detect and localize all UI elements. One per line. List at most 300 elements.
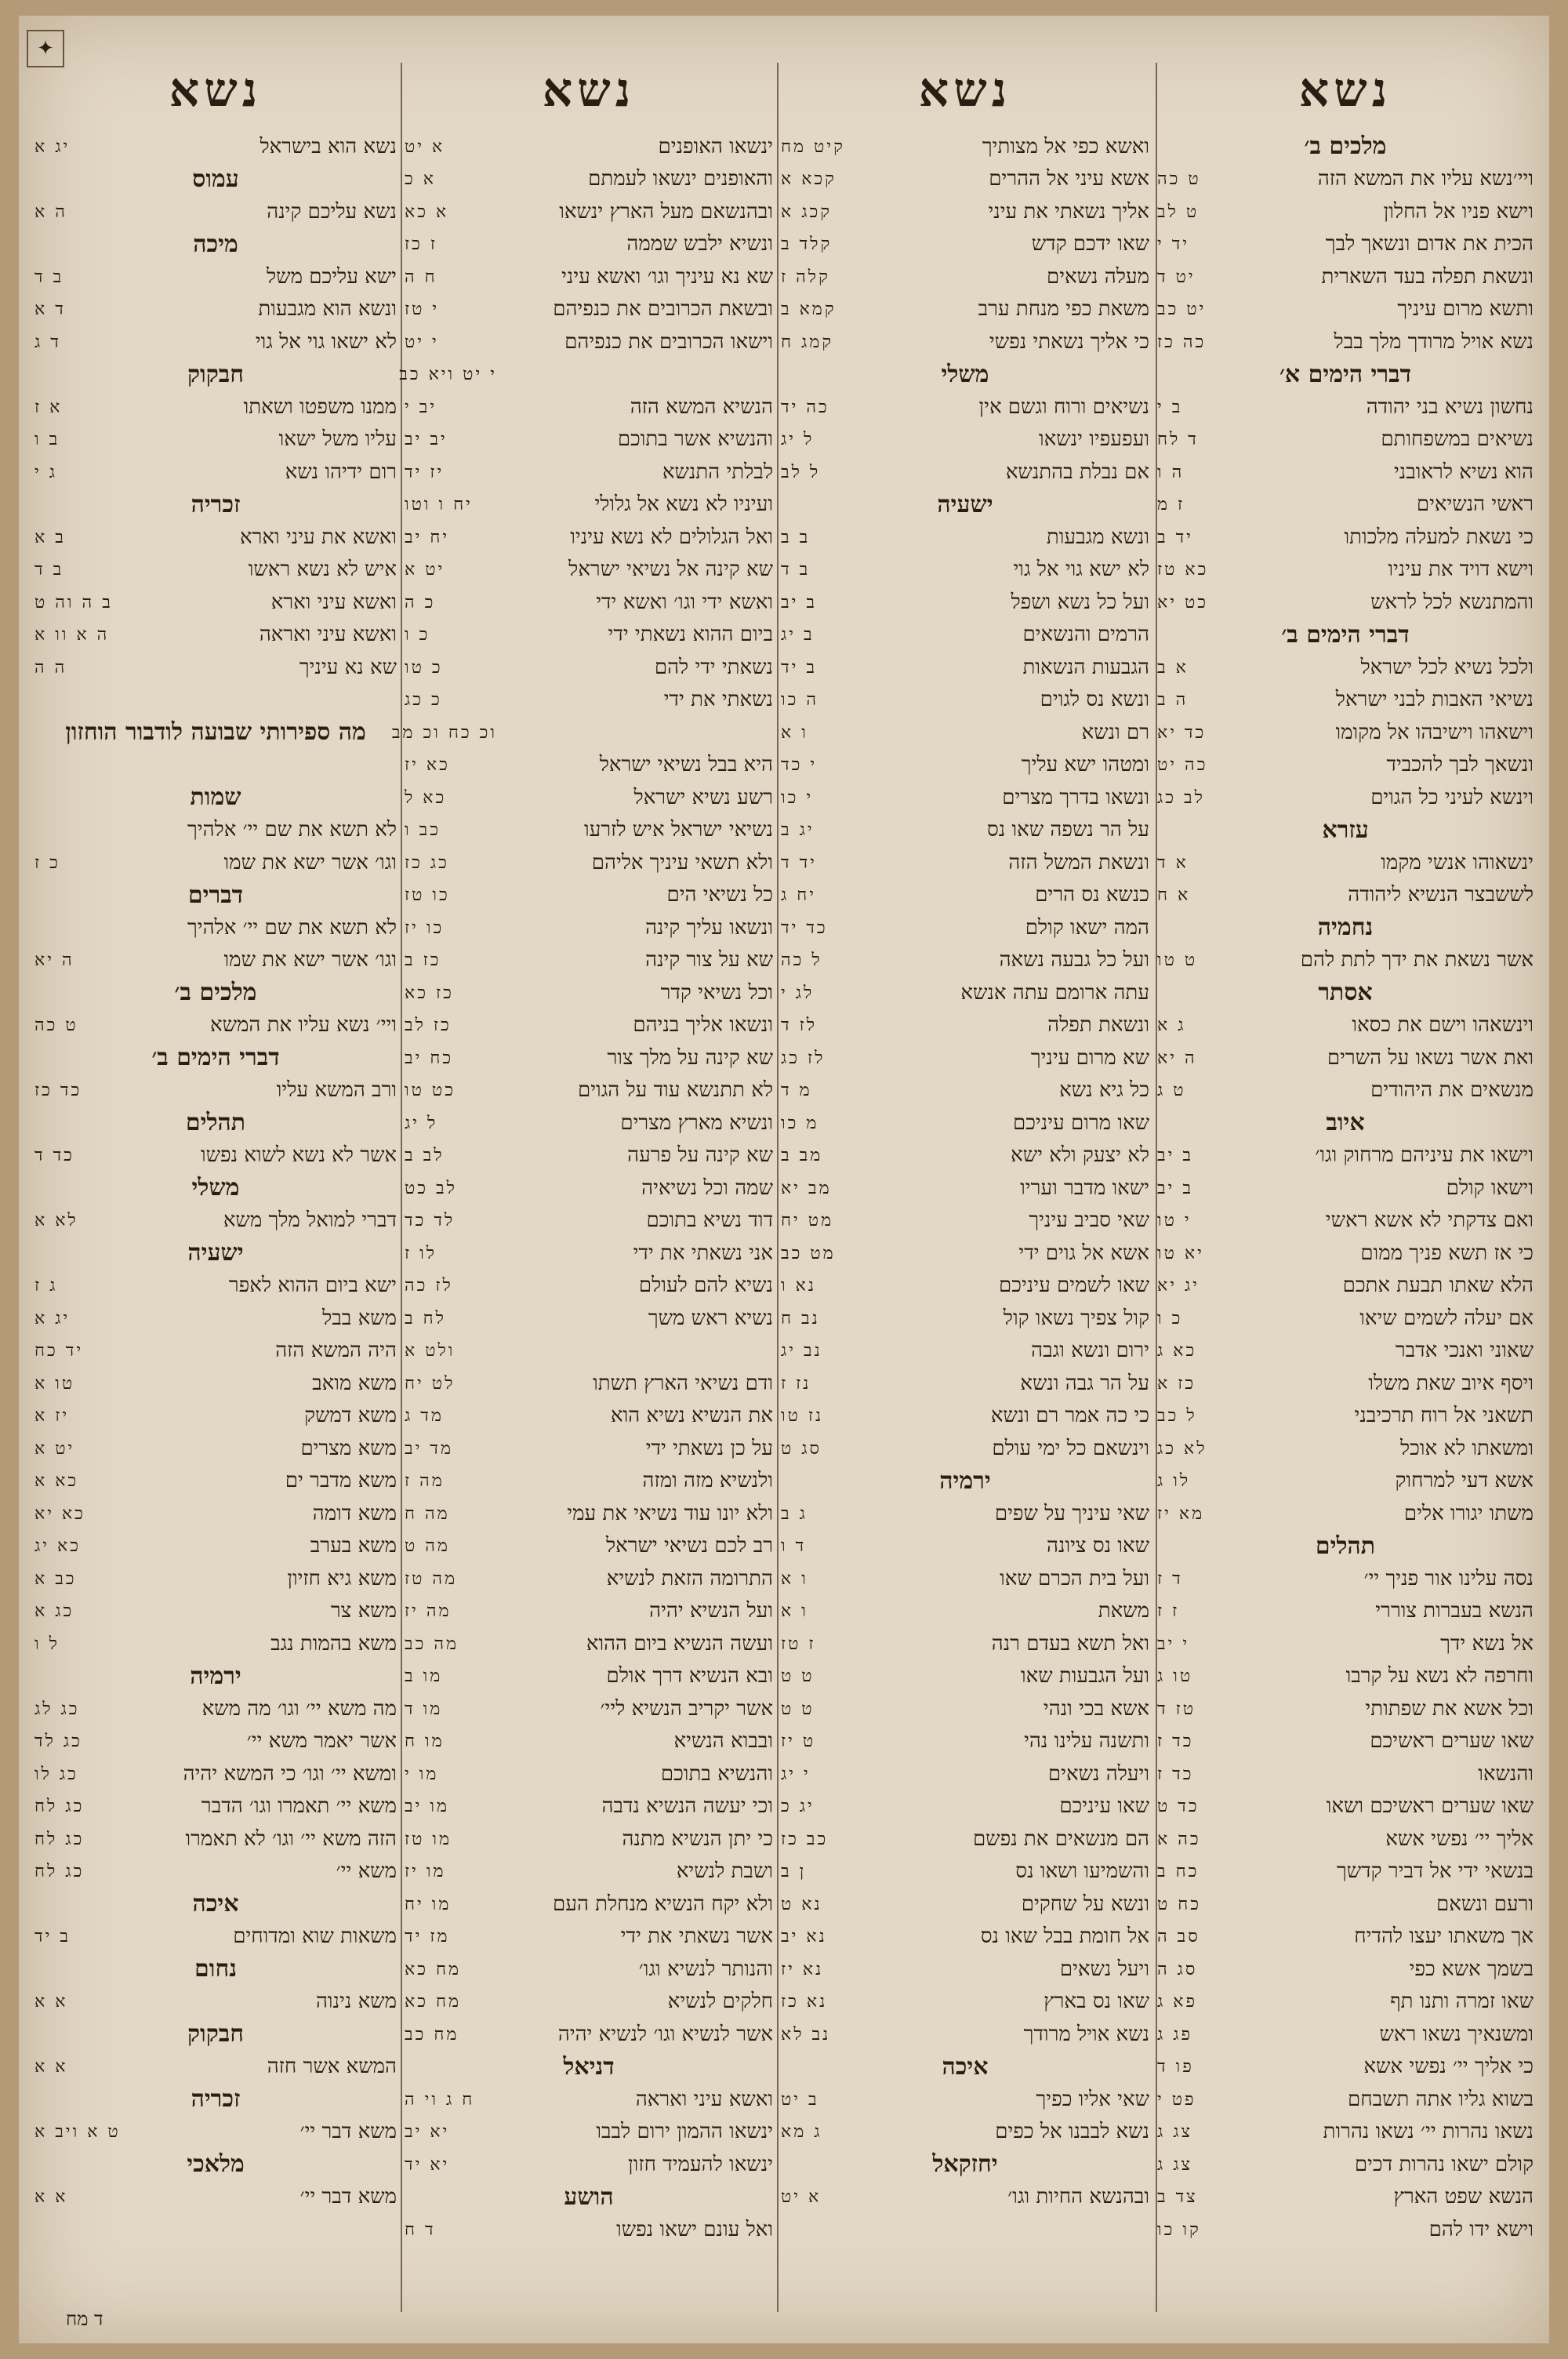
verse-reference: קמא ב [781, 300, 837, 320]
column-divider [401, 63, 402, 2312]
verse-reference: פג ג [1157, 2024, 1193, 2045]
concordance-entry [1157, 1757, 1534, 1790]
verse-reference: ז טז [781, 1634, 816, 1654]
verse-reference: א כ [405, 169, 436, 190]
verse-reference: קכג א [781, 202, 832, 222]
book-heading-text: איוב [1326, 1109, 1365, 1137]
book-heading [781, 2148, 1149, 2181]
verse-reference: ב יד [781, 657, 817, 678]
concordance-entry [405, 2148, 773, 2181]
entry-text: נשא הוא בישראל [260, 134, 397, 158]
verse-reference: מו י [405, 1764, 439, 1784]
entry-text: משתו יגורו אלים [1403, 1501, 1534, 1525]
concordance-entry [781, 749, 1149, 782]
verse-reference: כד יד [781, 918, 828, 938]
verse-reference: א יט [781, 2187, 822, 2208]
book-heading-text: ישעיה [187, 1239, 244, 1267]
concordance-entry [405, 1140, 773, 1172]
concordance-entry [781, 1432, 1149, 1465]
concordance-entry [405, 944, 773, 977]
verse-reference: כב א [34, 1568, 77, 1589]
section-note-text: מה ספירותי שבועה לודבור הוחזון [65, 718, 366, 747]
verse-reference: יד י [1157, 234, 1190, 255]
entry-text: היא בבל נשיאי ישראל [599, 753, 773, 777]
verse-reference: יג א [34, 1308, 71, 1329]
entry-text: אשר נשאתי את ידי [620, 1925, 773, 1949]
entry-text: משא מואב [312, 1371, 397, 1395]
verse-reference: ב ה וה ט [34, 592, 113, 612]
entry-text: וכל נשיאי קדר [660, 980, 773, 1005]
verse-reference: כח ט [1157, 1894, 1202, 1914]
concordance-entry [34, 814, 397, 847]
concordance-entry [1157, 1302, 1534, 1335]
verse-reference: נא יז [781, 1959, 824, 1979]
spacer [34, 684, 397, 717]
concordance-entry [405, 879, 773, 912]
verse-reference: קכא א [781, 169, 837, 190]
concordance-entry [1157, 1237, 1534, 1270]
verse-reference: ו א [781, 1568, 808, 1589]
book-heading [781, 1465, 1149, 1498]
concordance-entry [1157, 228, 1534, 261]
concordance-entry [781, 2181, 1149, 2214]
verse-reference: מו טז [405, 1829, 452, 1849]
verse-reference: כג א [34, 1601, 74, 1622]
entry-text: ונשיא מארץ מצרים [620, 1110, 773, 1135]
verse-reference: א יט [405, 136, 445, 157]
verse-reference: מה ט [405, 1536, 450, 1557]
concordance-entry [34, 1074, 397, 1107]
concordance-entry [405, 260, 773, 293]
verse-reference: יח ו וטו [405, 495, 473, 515]
concordance-entry [781, 1400, 1149, 1433]
concordance-entry [781, 293, 1149, 326]
verse-reference: ה ו [1157, 462, 1185, 482]
verse-reference: יז א [34, 1406, 70, 1427]
book-heading [34, 781, 397, 814]
concordance-entry [1157, 1725, 1534, 1758]
book-heading [781, 2051, 1149, 2084]
concordance-entry [405, 619, 773, 652]
verse-reference: מו יח [405, 1894, 452, 1914]
entry-text: ועל הנשיא יהיה [649, 1599, 773, 1623]
verse-reference: כב כז [781, 1829, 829, 1849]
book-heading [34, 489, 397, 522]
verse-reference: ג י [34, 462, 58, 482]
concordance-entry [405, 1432, 773, 1465]
entry-text: את הנשיא נשיא הוא [611, 1404, 773, 1428]
book-heading-text: איכה [192, 1890, 239, 1918]
entry-text: שא מרום עיניך [1030, 1045, 1149, 1070]
book-heading-text: ירמיה [939, 1467, 991, 1495]
verse-reference: כט טו [405, 1081, 456, 1101]
column-rows [34, 130, 397, 2320]
concordance-entry [781, 879, 1149, 912]
verse-reference: ב ב [781, 527, 811, 547]
entry-text: ינשאו האופנים [658, 134, 773, 158]
book-heading-text: מלכים ב׳ [1304, 133, 1387, 161]
concordance-entry [1157, 391, 1534, 423]
entry-text: וישא דויד את עיניו [1388, 558, 1534, 582]
concordance-entry [405, 1107, 773, 1140]
concordance-entry [1157, 1270, 1534, 1303]
entry-text: הלא שאתו תבעת אתכם [1342, 1274, 1534, 1298]
entry-text: משא יי׳ [336, 1859, 397, 1884]
entry-text: נשא אויל מרודך מלך בבל [1334, 329, 1534, 354]
entry-text: וגו׳ אשר ישא את שמו [223, 850, 397, 874]
concordance-entry [405, 1335, 773, 1368]
concordance-entry [391, 716, 773, 749]
entry-text: אשא אל גוים ידי [1018, 1241, 1149, 1265]
book-heading-text: חבקוק [187, 2020, 244, 2048]
verse-reference: מה כב [405, 1634, 459, 1654]
entry-text: הם מנשאים את נפשם [972, 1826, 1149, 1851]
verse-reference: כה א [1157, 1829, 1201, 1849]
verse-reference: לב כג [1157, 787, 1205, 808]
entry-text: ונשא מגבעות [1046, 525, 1149, 549]
concordance-entry [405, 1725, 773, 1758]
entry-text: ירום ונשא וגבה [1031, 1339, 1149, 1363]
entry-text: ועיניו לא נשא אל גלולי [594, 493, 773, 517]
entry-text: קולם ישאו נהרות דכים [1354, 2152, 1534, 2176]
verse-reference: כג לח [34, 1797, 85, 1817]
entry-text: כי נשאת למעלה מלכותו [1344, 525, 1534, 549]
concordance-entry [781, 423, 1149, 456]
entry-text: משאות שוא ומדוחים [233, 1925, 397, 1949]
verse-reference: כא א [34, 1471, 79, 1492]
entry-text: רם ונשא [1081, 720, 1149, 744]
concordance-entry [781, 1953, 1149, 1986]
concordance-entry [34, 2116, 397, 2149]
verse-reference: ה א וו א [34, 625, 110, 645]
entry-text: הנשא שפט הארץ [1393, 2185, 1534, 2209]
book-heading [1157, 814, 1534, 847]
entry-text: ולא תשאי עיניך אליהם [591, 850, 773, 874]
book-heading [405, 2051, 773, 2084]
concordance-entry [781, 1140, 1149, 1172]
entry-text: ובהנשאם מעל הארץ ינשאו [559, 199, 773, 224]
verse-reference: מו יז [405, 1862, 446, 1882]
verse-reference: יא טו [1157, 1243, 1204, 1263]
book-heading-text: תהלים [185, 1109, 246, 1137]
verse-reference: מ כו [781, 1113, 819, 1133]
concordance-entry [781, 1530, 1149, 1563]
entry-text: אשר לא נשא לשוא נפשו [200, 1143, 397, 1168]
entry-text: שאי סביב עיניך [1029, 1209, 1149, 1233]
entry-text: משא דמשק [304, 1404, 397, 1428]
verse-reference: כג לו [34, 1764, 78, 1784]
concordance-entry [781, 1888, 1149, 1921]
verse-reference: ב ד [781, 560, 811, 580]
verse-reference: נז ז [781, 1373, 811, 1394]
book-heading-text: ישעיה [937, 490, 993, 518]
book-heading-text: דניאל [563, 2052, 615, 2081]
verse-reference: לט יח [405, 1373, 456, 1394]
concordance-entry [781, 781, 1149, 814]
verse-reference: סג ה [1157, 1959, 1198, 1979]
concordance-entry [405, 293, 773, 326]
entry-text: נשא עליכם קינה [267, 199, 397, 224]
concordance-entry [1157, 293, 1534, 326]
entry-text: ונשאת תפלה בעד השארית [1321, 264, 1534, 289]
concordance-entry [1157, 2213, 1534, 2246]
verse-reference: מו ד [405, 1699, 443, 1719]
entry-text: ומשאתו לא אוכל [1399, 1436, 1534, 1460]
entry-text: לששבצר הנשיא ליהודה [1348, 883, 1534, 907]
verse-reference: כח ב [1157, 1862, 1200, 1882]
concordance-entry [1157, 1009, 1534, 1042]
entry-text: אליך יי׳ נפשי אשא [1385, 1826, 1534, 1851]
concordance-entry [781, 684, 1149, 717]
entry-text: ונשאו אליך בניהם [633, 1013, 773, 1038]
book-heading [34, 1237, 397, 1270]
verse-reference: וכ כח וכ מב [391, 722, 497, 743]
verse-reference: א א [34, 1992, 68, 2012]
verse-reference: כד ז [1157, 1764, 1194, 1784]
verse-reference: ה יא [34, 951, 74, 971]
verse-reference: ב יב [1157, 1146, 1193, 1166]
concordance-entry [1157, 1140, 1534, 1172]
concordance-entry [1157, 1562, 1534, 1595]
entry-text: אם נבלת בהתנשא [1005, 460, 1149, 484]
entry-text: ובא הנשיא דרך אולם [606, 1664, 773, 1688]
entry-text: ולנשיא מזה ומזה [642, 1469, 773, 1493]
concordance-entry [405, 1562, 773, 1595]
concordance-entry [34, 1790, 397, 1823]
book-heading-text: יחזקאל [932, 2150, 998, 2179]
concordance-entry [405, 911, 773, 944]
book-heading-text: דברים [187, 881, 244, 909]
concordance-entry [405, 976, 773, 1009]
verse-reference: ג א [1157, 1016, 1186, 1036]
verse-reference: ז מ [1157, 495, 1185, 515]
concordance-page [19, 16, 1549, 2343]
entry-text: ואל הגלולים לא נשא עיניו [570, 525, 773, 549]
verse-reference: כ כג [405, 690, 442, 711]
column-rows [391, 130, 773, 2320]
concordance-entry [405, 1270, 773, 1303]
verse-reference: כה יט [1157, 755, 1208, 776]
book-heading [781, 358, 1149, 391]
verse-reference: ב א [34, 527, 66, 547]
verse-reference: מח כא [405, 1959, 462, 1979]
entry-text: הגבעות הנשאות [1022, 655, 1149, 679]
concordance-entry [34, 651, 397, 684]
concordance-entry [781, 1367, 1149, 1400]
concordance-entry [1157, 944, 1534, 977]
concordance-entry [1157, 2181, 1534, 2214]
verse-reference: ט ט [781, 1667, 815, 1687]
book-heading-text: איכה [942, 2052, 989, 2081]
verse-reference: יא יד [405, 2154, 450, 2175]
entry-text: ותשנה עלינו נהי [1024, 1729, 1149, 1754]
entry-text: משא בבל [322, 1306, 397, 1330]
entry-text: שמה וכל נשיאיה [641, 1176, 773, 1200]
concordance-entry [1157, 879, 1534, 912]
entry-text: ועל הגבעות שאו [1020, 1664, 1149, 1688]
book-heading [34, 2083, 397, 2116]
verse-reference: י יג [781, 1764, 811, 1784]
verse-reference: טז ד [1157, 1699, 1196, 1719]
book-heading [1157, 358, 1534, 391]
column-1 [1157, 55, 1534, 2320]
entry-text: בשמך אשא כפי [1409, 1957, 1534, 1981]
concordance-entry [781, 1205, 1149, 1238]
book-heading [34, 1953, 397, 1986]
concordance-entry [1157, 1367, 1534, 1400]
entry-text: שא קינה על מלך צור [607, 1045, 773, 1070]
concordance-entry [1157, 456, 1534, 489]
concordance-entry [781, 911, 1149, 944]
entry-text: ואשא עיני וארא [270, 590, 397, 614]
concordance-entry [34, 619, 397, 652]
entry-text: כי אליך נשאתי נפשי [989, 329, 1149, 354]
verse-reference: לג י [781, 983, 815, 1003]
verse-reference: ט לב [1157, 202, 1200, 222]
verse-reference: כו טז [405, 885, 450, 906]
concordance-entry [781, 1823, 1149, 1856]
concordance-entry [34, 1400, 397, 1433]
entry-text: וגו׳ אשר ישא את שמו [223, 948, 397, 972]
entry-text: אשר יאמר משא יי׳ [246, 1729, 397, 1754]
concordance-entry [781, 456, 1149, 489]
verse-reference: כ טו [405, 657, 443, 678]
verse-reference: יג א [34, 136, 71, 157]
verse-reference: ד ח [405, 2219, 436, 2240]
concordance-entry [1157, 554, 1534, 587]
concordance-entry [34, 293, 397, 326]
entry-text: ויי׳ נשא עליו את המשא [210, 1013, 397, 1038]
verse-reference: ד ו [781, 1536, 807, 1557]
verse-reference: יג כ [781, 1797, 815, 1817]
entry-text: ויי׳נשא עליו את המשא הזה [1317, 167, 1534, 191]
book-heading-text: מלאכי [187, 2150, 245, 2179]
concordance-entry [1157, 2051, 1534, 2084]
concordance-entry [34, 1009, 397, 1042]
verse-reference: ן ב [781, 1862, 807, 1882]
verse-reference: יט ד [1157, 267, 1196, 287]
verse-reference: מד יב [405, 1438, 453, 1459]
entry-text: לא ישאו גוי אל גוי [255, 329, 397, 354]
concordance-entry [1157, 846, 1534, 879]
verse-reference: ה כו [781, 690, 819, 711]
entry-text: נשיאים ורוח וגשם אין [978, 394, 1149, 419]
concordance-entry [1157, 325, 1534, 358]
verse-reference: ל לב [781, 462, 821, 482]
verse-reference: כג לד [34, 1732, 82, 1752]
entry-text: משא מדבר ים [285, 1469, 397, 1493]
concordance-entry [34, 1921, 397, 1954]
concordance-entry [405, 1172, 773, 1205]
entry-text: משא דבר יי׳ [299, 2185, 397, 2209]
entry-text: לא תשא את שם יי׳ אלהיך [187, 915, 397, 940]
concordance-entry [1157, 1888, 1534, 1921]
verse-reference: יב יב [405, 430, 448, 450]
book-heading-text: נחום [194, 1955, 237, 1983]
concordance-entry [1157, 1660, 1534, 1693]
verse-reference: לב כט [405, 1178, 457, 1198]
verse-reference: כא יז [405, 755, 450, 776]
verse-reference: צג ג [1157, 2122, 1193, 2143]
concordance-entry [781, 1790, 1149, 1823]
concordance-entry [34, 325, 397, 358]
verse-reference: לז כג [781, 1048, 826, 1068]
entry-text: לא תשא את שם יי׳ אלהיך [187, 818, 397, 842]
concordance-entry [1157, 1400, 1534, 1433]
entry-text: וכי יעשה הנשיא נדבה [601, 1794, 773, 1819]
entry-text: ונשא הוא מגבעות [258, 297, 397, 322]
verse-reference: ל יג [781, 430, 815, 450]
concordance-entry [405, 521, 773, 554]
concordance-entry [34, 1302, 397, 1335]
entry-text: וישאו קולם [1446, 1176, 1534, 1200]
concordance-entry [781, 2116, 1149, 2149]
verse-reference: כא יא [34, 1503, 85, 1524]
book-heading [34, 358, 397, 391]
verse-reference: פא ג [1157, 1992, 1197, 2012]
entry-text: נשיאי ישראל איש לזרעו [583, 818, 773, 842]
entry-text: נסה עלינו אור פניך יי׳ [1363, 1566, 1534, 1590]
entry-text: ויעל נשאים [1059, 1957, 1149, 1981]
verse-reference: קלד ב [781, 234, 833, 255]
concordance-entry [781, 1660, 1149, 1693]
verse-reference: ה ב [1157, 690, 1189, 711]
entry-text: ואל עונם ישאו נפשו [616, 2217, 773, 2241]
concordance-entry [34, 1757, 397, 1790]
concordance-entry [34, 1562, 397, 1595]
entry-text: נשאו נהרות יי׳ נשאו נהרות [1323, 2120, 1534, 2144]
concordance-entry [781, 1757, 1149, 1790]
concordance-entry [405, 1888, 773, 1921]
entry-text: ועשה הנשיא ביום ההוא [586, 1631, 773, 1656]
verse-reference: ד ז [1157, 1568, 1183, 1589]
column-heading: נשא [918, 63, 1012, 118]
book-heading-text: זכריה [191, 490, 241, 518]
concordance-entry [781, 1107, 1149, 1140]
concordance-entry [1157, 1205, 1534, 1238]
verse-reference: יח יב [405, 527, 450, 547]
entry-text: שאו זמרה ותנו תף [1390, 1990, 1534, 2014]
book-heading [34, 1107, 397, 1140]
verse-reference: כז כא [405, 983, 454, 1003]
verse-reference: מט כב [781, 1243, 836, 1263]
entry-text: משא דבר יי׳ [299, 2120, 397, 2144]
concordance-entry [34, 1986, 397, 2019]
verse-reference: מ ד [781, 1081, 812, 1101]
verse-reference: כה כז [1157, 332, 1207, 352]
concordance-entry [34, 1856, 397, 1888]
entry-text: רב לכם נשיאי ישראל [605, 1534, 773, 1558]
entry-text: כל נשיאי הים [666, 883, 773, 907]
entry-text: מעלה נשאים [1046, 264, 1149, 289]
book-heading-text: עזרא [1322, 816, 1369, 844]
concordance-entry [405, 130, 773, 163]
book-heading-text: דברי הימים ב׳ [1281, 620, 1410, 649]
column-divider [777, 63, 779, 2312]
concordance-entry [781, 814, 1149, 847]
concordance-entry [34, 2051, 397, 2084]
entry-text: וישאהו וישיבהו אל מקומו [1335, 720, 1534, 744]
concordance-entry [1157, 586, 1534, 619]
concordance-entry [34, 195, 397, 228]
entry-text: שאו עיניכם [1059, 1794, 1149, 1819]
verse-reference: לו ג [1157, 1471, 1191, 1492]
entry-text: שאו לשמים עיניכם [999, 1274, 1149, 1298]
concordance-entry [781, 195, 1149, 228]
concordance-entry [34, 2181, 397, 2214]
concordance-entry [781, 2083, 1149, 2116]
entry-text: הוא נשיא לראובני [1393, 460, 1534, 484]
